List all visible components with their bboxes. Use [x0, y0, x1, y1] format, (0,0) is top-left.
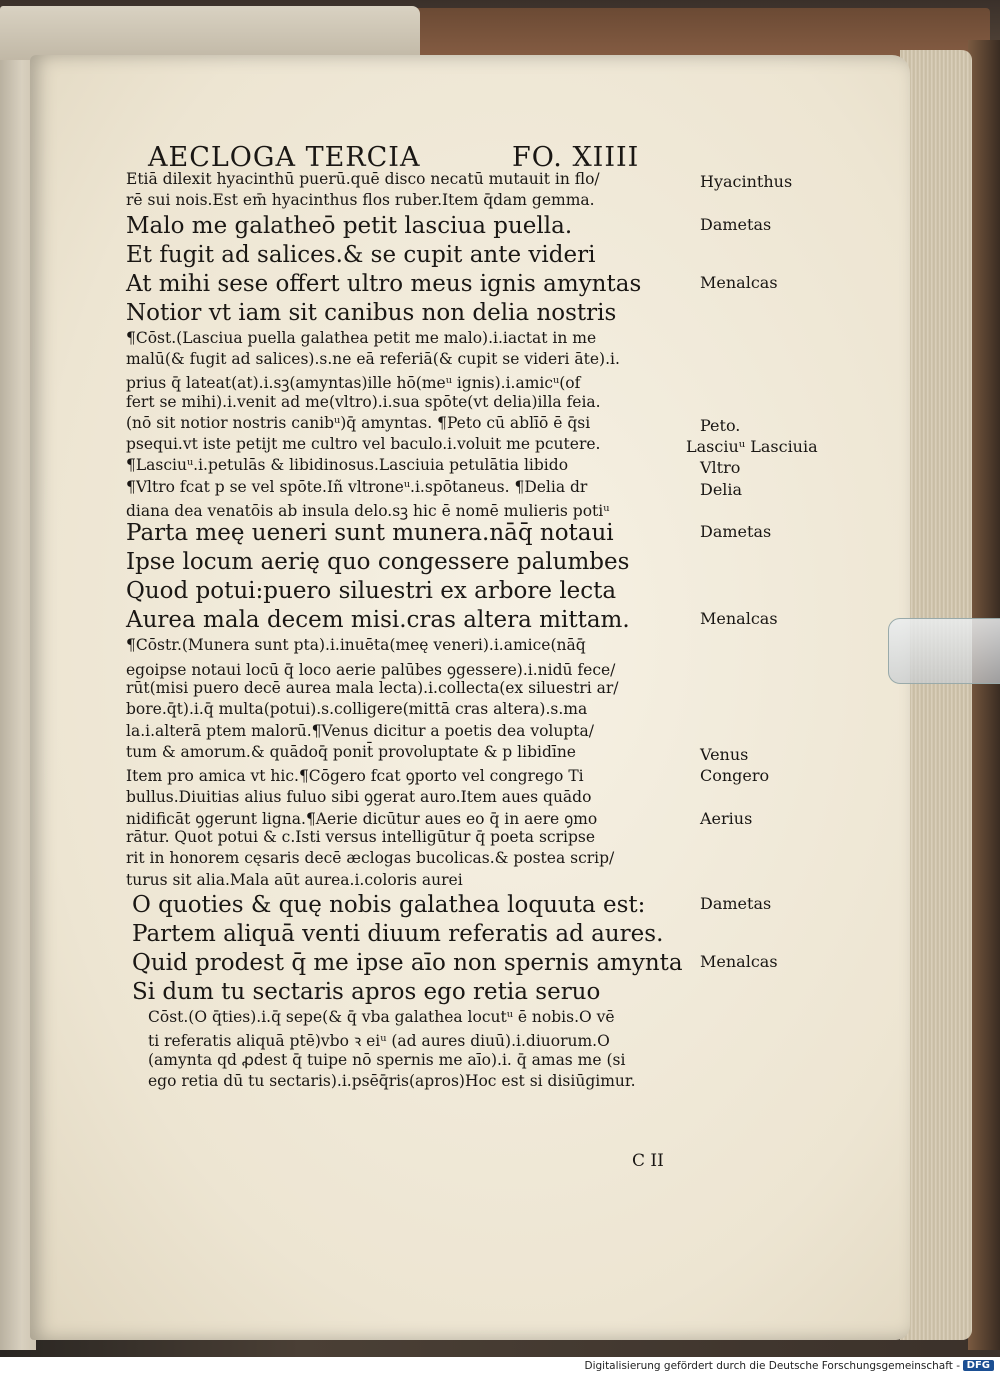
verse-line: Aurea mala decem misi.cras altera mittam. — [126, 607, 630, 634]
margin-note: Menalcas — [700, 609, 778, 629]
margin-note: Dametas — [700, 522, 772, 542]
margin-note: Menalcas — [700, 272, 778, 292]
margin-note: Hyacinthus — [700, 172, 793, 191]
commentary-line: (nō sit notior nostris canibᵘ)q̄ amyntas. ¶Peto cū ablīō ē q̄si — [126, 413, 591, 432]
margin-note: Lasciuᵘ Lasciuia — [686, 437, 818, 457]
verse-line: Et fugit ad salices.& se cupit ante videri — [126, 241, 596, 268]
margin-note: Congero — [700, 766, 770, 786]
commentary-line: nidificāt ꝯgerunt ligna.¶Aerie dicūtur aues eo q̄ in aere ꝯmo — [126, 809, 598, 828]
commentary-line: egoipse notaui locū q̄ loco aerie palūbes ꝯgessere).i.nidū fece/ — [126, 660, 616, 679]
commentary-line: diana dea venatōis ab insula delo.sꝫ hic ē nomē mulieris potiᵘ — [126, 502, 610, 520]
verse-line: Ipse locum aerię quo congessere palumbes — [126, 549, 630, 576]
footer-bar — [0, 1357, 1000, 1377]
margin-note: Aerius — [700, 808, 753, 828]
commentary-line: ¶Lasciuᵘ.i.petulās & libidinosus.Lasciuia petulātia libido — [126, 456, 569, 475]
commentary-line: Item pro amica vt hic.¶Cōgero fcat ꝯporto vel congrego Ti — [126, 767, 584, 786]
verse-line: Quid prodest q̄ me ipse aīo non spernis amynta — [132, 949, 683, 976]
commentary-line: Cōst.(O q̄ties).i.q̄ sepe(& q̄ vba galathea locutᵘ ē nobis.O vē — [148, 1007, 615, 1026]
margin-note: Dametas — [700, 214, 772, 234]
commentary-line: ti referatis aliquā ptē)vbo ꝛ eiᵘ (ad aures diuū).i.diuorum.O — [148, 1032, 610, 1051]
commentary-line: psequi.vt iste petijt me cultro vel baculo.i.voluit me pcutere. — [126, 435, 601, 454]
signature-mark: C II — [632, 1151, 664, 1171]
verse-line: At mihi sese offert ultro meus ignis amyntas — [126, 270, 642, 297]
right-page-edges — [900, 50, 972, 1340]
margin-note: Vltro — [700, 458, 741, 478]
commentary-line: (amynta qd ꝓdest q̄ tuipe nō spernis me aīo).i. q̄ amas me (si — [148, 1050, 626, 1069]
commentary-line: ¶Cōstr.(Munera sunt pta).i.inuēta(meę veneri).i.amice(nāq̄ — [126, 636, 586, 655]
commentary-line: rit in honorem cęsaris decē æclogas bucolicas.& postea scrip/ — [126, 849, 615, 868]
verse-line: Notior vt iam sit canibus non delia nostris — [126, 299, 617, 326]
verse-line: Quod potui:puero siluestri ex arbore lecta — [126, 578, 617, 605]
margin-note: Delia — [700, 479, 743, 499]
verse-line: Malo me galatheō petit lasciua puella. — [126, 212, 573, 239]
running-title: AECLOGA TERCIA — [148, 142, 421, 173]
bookmark-tab — [888, 618, 1000, 684]
margin-note: Menalcas — [700, 951, 778, 971]
verse-line: Parta meę ueneri sunt munera.nāq̄ notaui — [126, 520, 614, 547]
verse-line: O quoties & quę nobis galathea loquuta est: — [132, 891, 646, 918]
margin-note: Venus — [700, 744, 749, 764]
commentary-line: fert se mihi).i.venit ad me(vltro).i.sua spōte(vt delia)illa feia. — [126, 392, 601, 411]
margin-note: Peto. — [700, 415, 741, 435]
verse-line: Partem aliquā venti diuum referatis ad aures. — [132, 920, 664, 947]
right-binding — [968, 40, 1000, 1350]
commentary-line: Etiā dilexit hyacinthū puerū.quē disco necatū mutauit in flo/ — [126, 170, 600, 188]
commentary-line: tum & amorum.& quādoq̄ ponit̄ provoluptate & p libidīne — [126, 742, 576, 761]
folio-number: FO. XIIII — [512, 142, 640, 173]
commentary-line: bullus.Diuitias alius fuluo sibi ꝯgerat auro.Item aues quādo — [126, 788, 592, 807]
commentary-line: bore.q̄t).i.q̄ multa(potui).s.colligere(mittā cras altera).s.ma — [126, 700, 588, 719]
commentary-line: prius q̄ lateat(at).i.sꝫ(amyntas)ille hō(meᵘ ignis).i.amicᵘ(of — [126, 374, 581, 393]
commentary-line: ¶Vltro fcat p se vel spōte.Iñ vltroneᵘ.i.spōtaneus. ¶Delia dr — [126, 477, 588, 496]
commentary-line: malū(& fugit ad salices).s.ne eā referiā(& cupit se videri āte).i. — [126, 349, 620, 368]
commentary-line: la.i.alterā ptem malorū.¶Venus dicitur a poetis dea volupta/ — [126, 721, 594, 740]
commentary-line: rūt(misi puero decē aurea mala lecta).i.collecta(ex siluestri ar/ — [126, 678, 619, 697]
footer-credit: Digitalisierung gefördert durch die Deutsche Forschungsgemeinschaft - — [584, 1360, 960, 1372]
commentary-line: turus sit alia.Mala aūt aurea.i.coloris aurei — [126, 870, 463, 889]
commentary-line: ego retia dū tu sectaris).i.psēq̄ris(apros)Hoc est si disiūgimur. — [148, 1071, 636, 1090]
margin-note: Dametas — [700, 893, 772, 913]
verse-line: Si dum tu sectaris apros ego retia seruo — [132, 978, 601, 1005]
commentary-line: rē sui nois.Est em̄ hyacinthus flos ruber.Item q̄dam gemma. — [126, 191, 595, 210]
dfg-logo: DFG — [963, 1360, 994, 1371]
commentary-line: ¶Cōst.(Lasciua puella galathea petit me malo).i.iactat in me — [126, 328, 597, 347]
commentary-line: rātur. Quot potui & c.Isti versus intelligūtur q̄ poeta scripse — [126, 828, 596, 846]
